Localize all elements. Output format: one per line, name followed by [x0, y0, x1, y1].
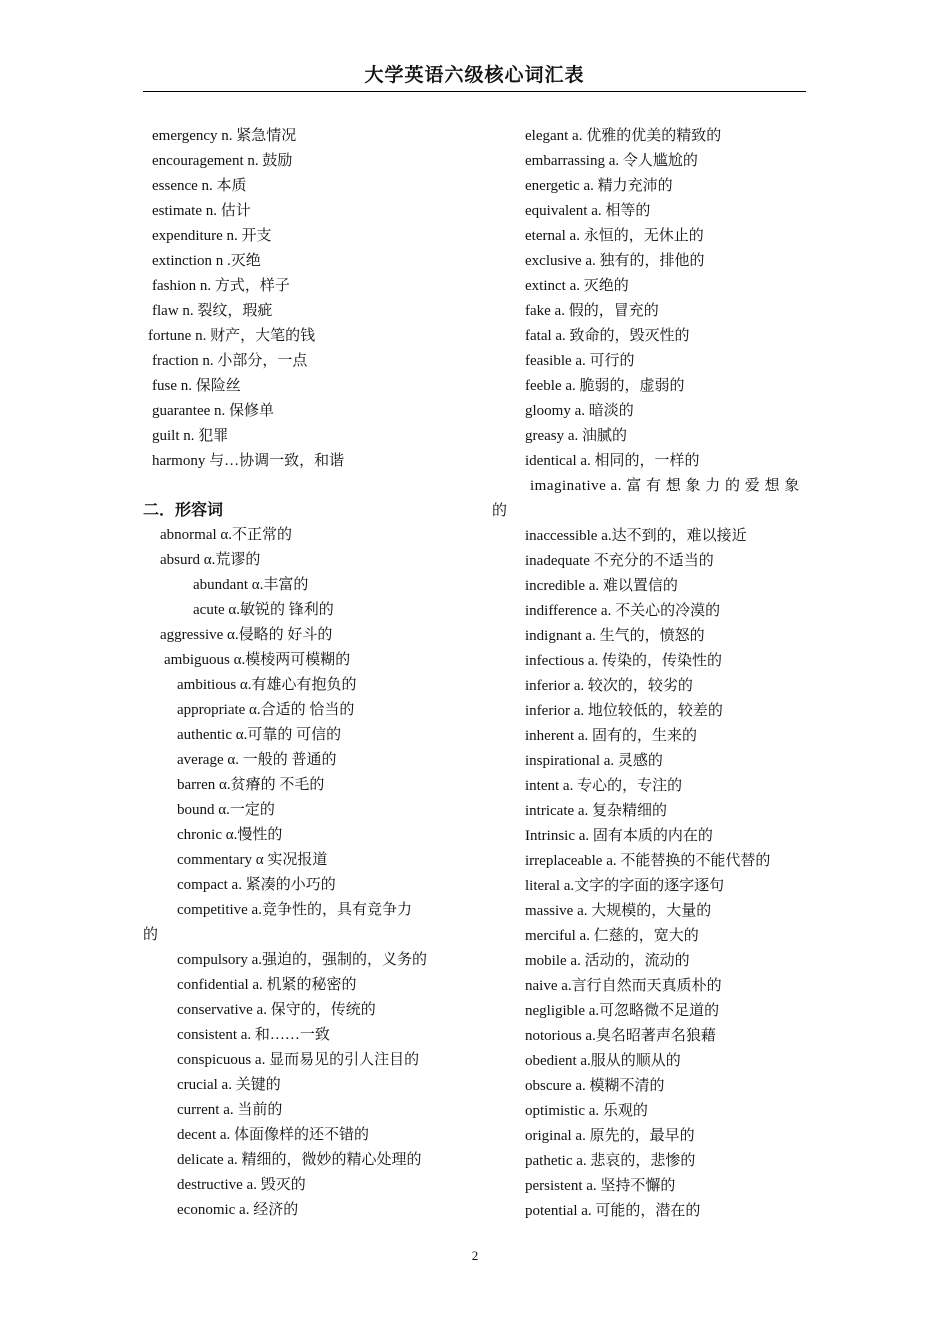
left-vocab-entry: delicate a. 精细的，微妙的精心处理的	[177, 1152, 422, 1168]
page-number: 2	[471, 1248, 479, 1263]
right-vocab-entry: obedient a.服从的顺从的	[525, 1053, 681, 1069]
right-vocab-entry: irreplaceable a. 不能替换的不能代替的	[525, 853, 771, 869]
right-vocab-entry: original a. 原先的，最早的	[525, 1128, 695, 1144]
left-vocab-entry: ambitious α.有雄心有抱负的	[177, 677, 357, 693]
right-vocab-entry: 的	[492, 503, 508, 519]
right-vocab-entry: naive a.言行自然而天真质朴的	[525, 978, 722, 994]
left-vocab-entry: abundant α.丰富的	[193, 577, 309, 593]
right-vocab-entry: extinct a. 灭绝的	[525, 278, 629, 294]
left-vocab-entry: destructive a. 毁灭的	[177, 1177, 306, 1193]
page-title: 大学英语六级核心词汇表	[364, 64, 585, 86]
right-vocab-entry: exclusive a. 独有的，排他的	[525, 253, 705, 269]
right-vocab-entry: Intrinsic a. 固有本质的内在的	[525, 828, 713, 844]
right-vocab-entry: inferior a. 较次的，较劣的	[525, 678, 693, 694]
right-vocab-entry: fatal a. 致命的，毁灭性的	[525, 328, 690, 344]
right-vocab-entry: negligible a.可忽略微不足道的	[525, 1003, 720, 1019]
left-vocab-entry: fashion n. 方式，样子	[152, 278, 290, 294]
right-vocab-entry: potential a. 可能的，潜在的	[525, 1203, 701, 1219]
right-vocab-entry: mobile a. 活动的，流动的	[525, 953, 690, 969]
right-vocab-entry: merciful a. 仁慈的，宽大的	[525, 928, 699, 944]
left-vocab-entry: compulsory a.强迫的，强制的，义务的	[177, 952, 427, 968]
right-vocab-entry: fake a. 假的，冒充的	[525, 303, 659, 319]
left-vocab-entry: conservative a. 保守的，传统的	[177, 1002, 376, 1018]
right-vocab-entry: optimistic a. 乐观的	[525, 1103, 648, 1119]
right-vocab-entry: literal a.文字的字面的逐字逐句	[525, 878, 725, 894]
right-vocab-entry: indifference a. 不关心的冷漠的	[525, 603, 721, 619]
header-rule	[143, 91, 806, 92]
left-vocab-entry: economic a. 经济的	[177, 1202, 299, 1218]
right-vocab-entry: infectious a. 传染的，传染性的	[525, 653, 723, 669]
left-vocab-entry: ambiguous α.模棱两可模糊的	[164, 652, 351, 668]
left-vocab-entry: bound α.一定的	[177, 802, 275, 818]
right-vocab-entry: inspirational a. 灵感的	[525, 753, 663, 769]
left-vocab-entry: absurd α.荒谬的	[160, 552, 261, 568]
right-vocab-entry: energetic a. 精力充沛的	[525, 178, 673, 194]
section-heading-adjectives: 二．形容词	[143, 500, 224, 519]
right-vocab-entry: pathetic a. 悲哀的，悲惨的	[525, 1153, 696, 1169]
right-vocab-entry: eternal a. 永恒的，无休止的	[525, 228, 704, 244]
left-vocab-entry: emergency n. 紧急情况	[152, 128, 297, 144]
right-vocab-entry: gloomy a. 暗淡的	[525, 403, 634, 419]
right-vocab-entry: massive a. 大规模的，大量的	[525, 903, 712, 919]
right-vocab-entry: elegant a. 优雅的优美的精致的	[525, 128, 722, 144]
right-vocab-entry: notorious a.臭名昭著声名狼藉	[525, 1028, 716, 1044]
right-vocab-entry: intent a. 专心的，专注的	[525, 778, 683, 794]
left-vocab-entry: crucial a. 关键的	[177, 1077, 281, 1093]
left-vocab-entry: guilt n. 犯罪	[152, 428, 229, 444]
left-vocab-entry: flaw n. 裂纹，瑕疵	[152, 303, 273, 319]
left-vocab-entry: confidential a. 机紧的秘密的	[177, 977, 357, 993]
left-vocab-entry: harmony 与…协调一致，和谐	[152, 453, 345, 469]
left-vocab-entry: conspicuous a. 显而易见的引人注目的	[177, 1052, 420, 1068]
right-vocab-entry: persistent a. 坚持不懈的	[525, 1178, 676, 1194]
right-vocab-entry: feeble a. 脆弱的，虚弱的	[525, 378, 685, 394]
left-vocab-entry: barren α.贫瘠的 不毛的	[177, 777, 325, 793]
left-vocab-entry: compact a. 紧凑的小巧的	[177, 877, 336, 893]
right-vocab-entry: incredible a. 难以置信的	[525, 578, 678, 594]
left-vocab-entry: abnormal α.不正常的	[160, 527, 293, 543]
right-vocab-entry: inadequate 不充分的不适当的	[525, 553, 714, 569]
left-vocab-entry: aggressive α.侵略的 好斗的	[160, 627, 333, 643]
right-vocab-entry: greasy a. 油腻的	[525, 428, 628, 444]
left-vocab-entry: essence n. 本质	[152, 178, 247, 194]
right-vocab-entry: imaginative a. 富 有 想 象 力 的 爱 想 象	[530, 478, 800, 494]
left-vocab-entry: fraction n. 小部分，一点	[152, 353, 308, 369]
left-vocab-entry: guarantee n. 保修单	[152, 403, 275, 419]
right-vocab-entry: obscure a. 模糊不清的	[525, 1078, 665, 1094]
left-vocab-entry: decent a. 体面像样的还不错的	[177, 1127, 370, 1143]
left-vocab-entry: acute α.敏锐的 锋利的	[193, 602, 334, 618]
right-vocab-entry: inferior a. 地位较低的，较差的	[525, 703, 723, 719]
right-vocab-entry: feasible a. 可行的	[525, 353, 635, 369]
left-vocab-entry: chronic α.慢性的	[177, 827, 283, 843]
left-vocab-entry: fortune n. 财产，大笔的钱	[148, 328, 316, 344]
right-vocab-entry: identical a. 相同的，一样的	[525, 453, 700, 469]
right-vocab-entry: intricate a. 复杂精细的	[525, 803, 668, 819]
left-vocab-entry: 的	[143, 927, 159, 943]
left-vocab-entry: extinction n .灭绝	[152, 253, 261, 269]
left-vocab-entry: competitive a.竞争性的，具有竞争力	[177, 902, 412, 918]
right-vocab-entry: inherent a. 固有的，生来的	[525, 728, 698, 744]
left-vocab-entry: fuse n. 保险丝	[152, 378, 241, 394]
right-vocab-entry: indignant a. 生气的，愤怒的	[525, 628, 705, 644]
left-vocab-entry: commentary α 实况报道	[177, 852, 328, 868]
left-vocab-entry: average α. 一般的 普通的	[177, 752, 337, 768]
right-vocab-entry: embarrassing a. 令人尴尬的	[525, 153, 698, 169]
right-vocab-entry: equivalent a. 相等的	[525, 203, 651, 219]
left-vocab-entry: authentic α.可靠的 可信的	[177, 727, 342, 743]
left-vocab-entry: estimate n. 估计	[152, 203, 251, 219]
right-vocab-entry: inaccessible a.达不到的，难以接近	[525, 528, 747, 544]
left-vocab-entry: encouragement n. 鼓励	[152, 153, 293, 169]
left-vocab-entry: consistent a. 和……一致	[177, 1027, 330, 1043]
left-vocab-entry: appropriate α.合适的 恰当的	[177, 702, 355, 718]
left-vocab-entry: expenditure n. 开支	[152, 228, 272, 244]
left-vocab-entry: current a. 当前的	[177, 1102, 283, 1118]
